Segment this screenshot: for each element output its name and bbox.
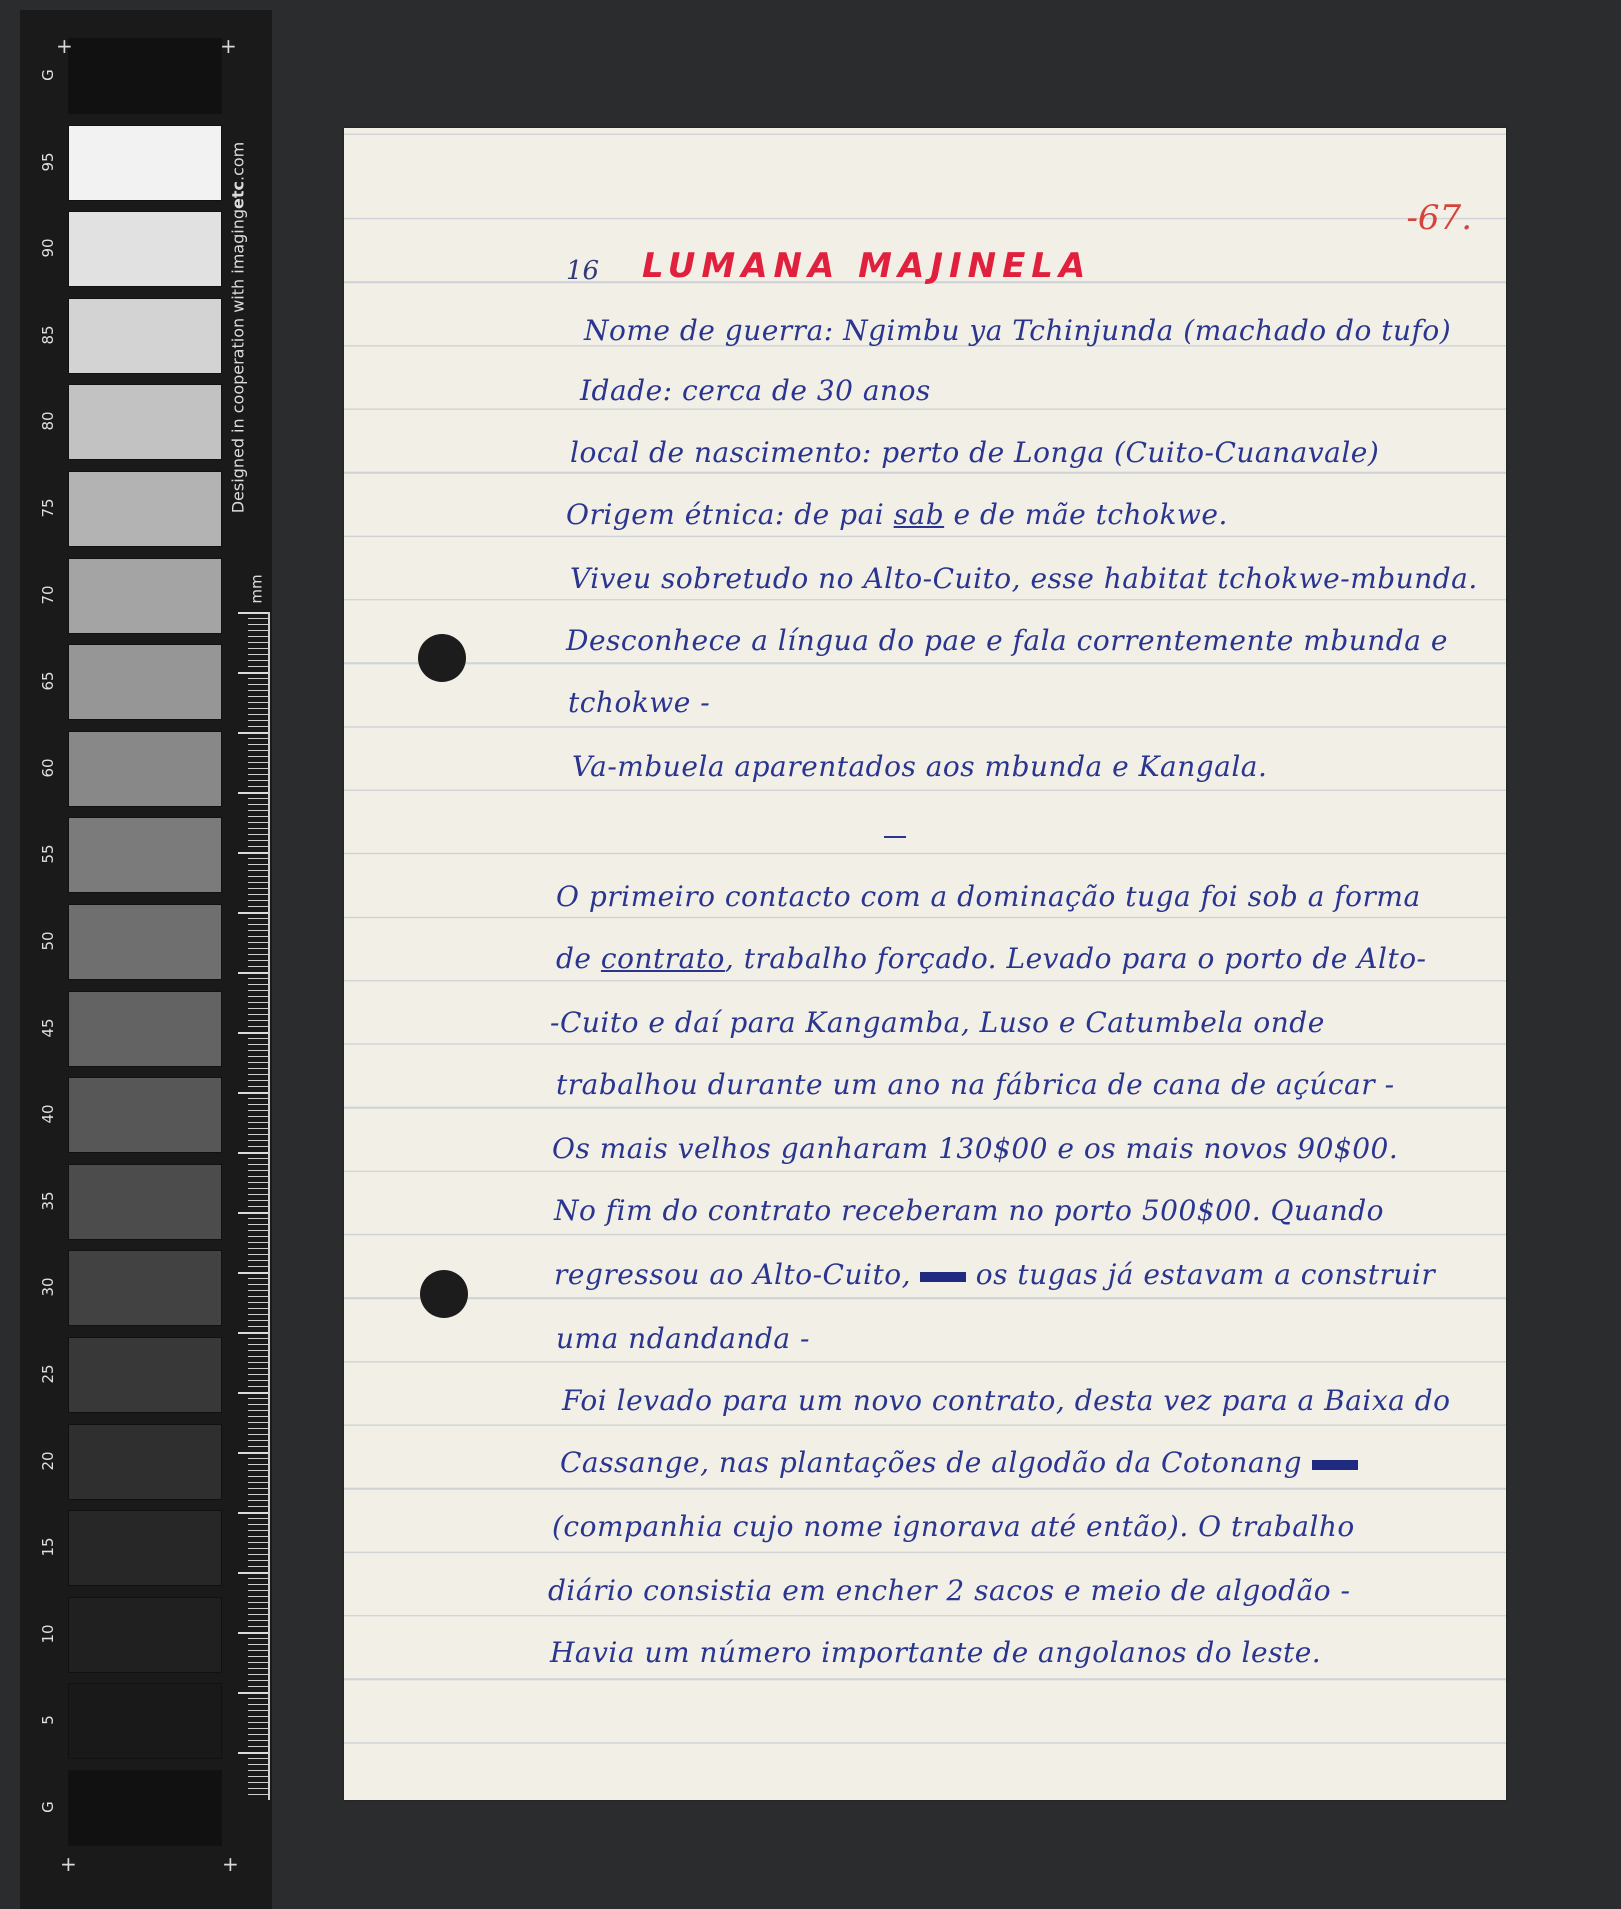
handwritten-line: O primeiro contacto com a dominação tuga foi sob a forma [556,880,1421,913]
underlined-word: contrato [600,942,725,975]
gray-patch-label: 95 [39,152,57,172]
registration-mark: + [220,34,237,58]
gray-patch [68,384,222,460]
underlined-word: sab [893,498,945,531]
gray-patch-label: 85 [39,325,57,345]
gray-patch [68,904,222,980]
gray-patch-label: 15 [39,1537,57,1557]
gray-patch [68,731,222,807]
gray-patch-label: 65 [39,671,57,691]
gray-patch [68,38,222,114]
crossed-out-word [920,1272,966,1282]
gray-patch-label: 90 [39,238,57,258]
entry-number: 16 [566,256,600,286]
gray-patch-label: 75 [39,498,57,518]
handwritten-line: Os mais velhos ganharam 130$00 e os mais novos 90$00. [552,1132,1399,1165]
handwritten-line: trabalhou durante um ano na fábrica de cana de açúcar - [556,1068,1395,1101]
gray-patch-label: 70 [39,585,57,605]
handwritten-line: Cassange, nas plantações de algodão da Cotonang [560,1446,1358,1479]
handwritten-line: diário consistia em encher 2 sacos e meio de algodão - [548,1574,1351,1607]
handwritten-line: Viveu sobretudo no Alto-Cuito, esse habitat tchokwe-mbunda. [570,562,1478,595]
punch-hole [418,634,466,682]
mm-ruler-major-ticks [238,612,270,1800]
handwritten-line: Va-mbuela aparentados aos mbunda e Kangala. [572,750,1268,783]
crossed-out-word [1312,1460,1358,1470]
handwritten-line: local de nascimento: perto de Longa (Cuito-Cuanavale) [570,436,1380,469]
mm-ruler-edge [268,612,270,1800]
handwritten-line: -Cuito e daí para Kangamba, Luso e Catumbela onde [550,1006,1325,1039]
entry-title: LUMANA MAJINELA [642,246,1092,286]
handwritten-line: No fim do contrato receberam no porto 500$00. Quando [554,1194,1385,1227]
section-divider [884,836,906,838]
handwritten-line: uma ndandanda - [556,1322,810,1355]
gray-patch [68,125,222,201]
gray-patch [68,471,222,547]
handwritten-line: Origem étnica: de pai sab e de mãe tchokwe. [566,498,1228,531]
handwritten-line: Havia um número importante de angolanos do leste. [550,1636,1322,1669]
handwritten-line: regressou ao Alto-Cuito, os tugas já estavam a construir [554,1258,1436,1291]
handwritten-line: Idade: cerca de 30 anos [580,374,931,407]
gray-patch-label: 30 [39,1277,57,1297]
gray-patch [68,1770,222,1846]
handwritten-line: tchokwe - [568,686,711,719]
gray-patch [68,558,222,634]
gray-patch-label: 80 [39,411,57,431]
handwritten-line: Desconhece a língua do pae e fala correntemente mbunda e [566,624,1448,657]
gray-patch-label: 40 [39,1104,57,1124]
gray-patch [68,298,222,374]
ruler-unit-label: mm [247,574,266,604]
gray-patch [68,991,222,1067]
gray-patch-label: 35 [39,1191,57,1211]
handwritten-line: Nome de guerra: Ngimbu ya Tchinjunda (machado do tufo) [584,314,1452,347]
gray-patch [68,1683,222,1759]
manuscript-page [344,128,1506,1800]
gray-patch-label: G [39,69,57,81]
gray-patch [68,1510,222,1586]
gray-patch-label: 25 [39,1364,57,1384]
gray-patch-label: 20 [39,1451,57,1471]
gray-patch-label: 45 [39,1018,57,1038]
registration-mark: + [60,1852,77,1876]
gray-patch [68,211,222,287]
gray-patch-label: 5 [39,1715,57,1726]
registration-mark: + [56,34,73,58]
handwritten-line: Foi levado para um novo contrato, desta vez para a Baixa do [562,1384,1451,1417]
gray-patch-label: 60 [39,758,57,778]
punch-hole [420,1270,468,1318]
registration-mark: + [222,1852,239,1876]
handwritten-line: de contrato, trabalho forçado. Levado para o porto de Alto- [556,942,1427,975]
gray-patch [68,1164,222,1240]
scale-credit: Designed in cooperation with imagingetc.com [228,141,248,514]
page-number: -67. [1406,198,1472,238]
handwritten-line: (companhia cujo nome ignorava até então). O trabalho [552,1510,1355,1543]
gray-patch [68,1424,222,1500]
gray-patch [68,1337,222,1413]
gray-patch-label: G [39,1801,57,1813]
gray-patch [68,644,222,720]
gray-patch-label: 10 [39,1624,57,1644]
gray-patch [68,817,222,893]
gray-patch-label: 55 [39,844,57,864]
gray-patch [68,1597,222,1673]
gray-patch [68,1077,222,1153]
gray-patch [68,1250,222,1326]
gray-patch-label: 50 [39,931,57,951]
